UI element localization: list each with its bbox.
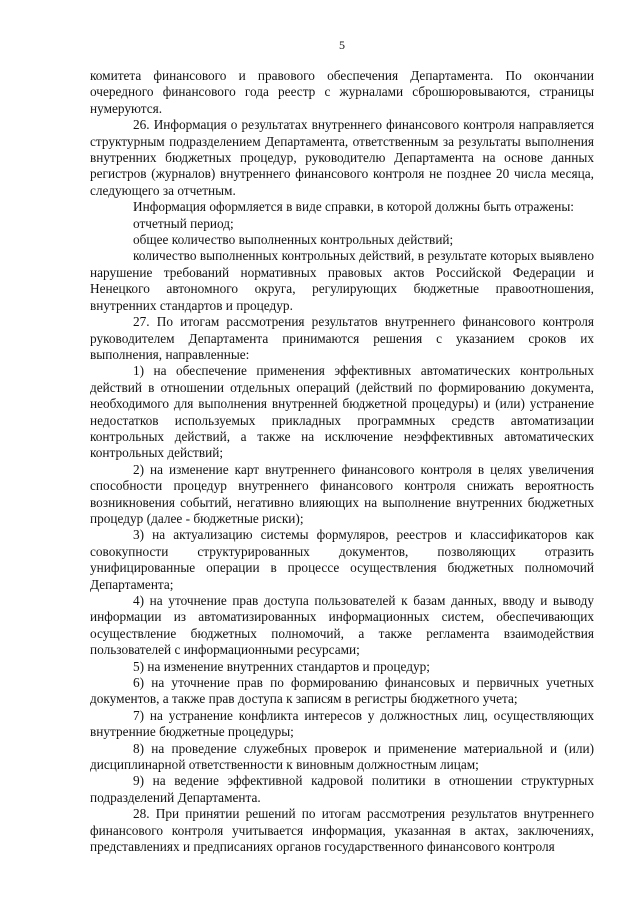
document-body xyxy=(90,68,594,856)
paragraph: отчетный период; xyxy=(133,215,234,231)
paragraph: 9) на ведение эффективной кадровой политики в отношении структурных подразделений Департамента. xyxy=(90,773,594,805)
paragraph: 2) на изменение карт внутреннего финансового контроля в целях увеличения способности процедур внутреннего финансового контроля снижать вероятность возникновения событий, негативно влияющих на выполнение внутренних бюджетных процедур (далее - бюджетные риски); xyxy=(90,461,594,526)
page-number: 5 xyxy=(339,38,345,52)
paragraph: 26. Информация о результатах внутреннего финансового контроля направляется структурным подразделением Департамента, ответственным за результаты выполнения внутренних бюджетных процедур, руководителю Департамента на основе данных регистров (журналов) внутреннего финансового контроля не позднее 20 числа месяца, следующего за отчетным. xyxy=(90,117,594,198)
paragraph: 7) на устранение конфликта интересов у должностных лиц, осуществляющих внутренние бюджетные процедуры; xyxy=(90,707,594,740)
paragraph: 5) на изменение внутренних стандартов и процедур; xyxy=(133,658,430,674)
paragraph: 28. При принятии решений по итогам рассмотрения результатов внутреннего финансового контроля учитывается информация, указанная в актах, заключениях, представлениях и предписаниях органов государственного финансового контроля xyxy=(90,806,594,855)
paragraph: Информация оформляется в виде справки, в которой должны быть отражены: xyxy=(133,199,574,215)
paragraph: 4) на уточнение прав доступа пользователей к базам данных, вводу и выводу информации из автоматизированных информационных систем, обеспечивающих осуществление бюджетных полномочий, а также регламента взаимодействия пользователей с информационными ресурсами; xyxy=(90,593,594,658)
paragraph: 1) на обеспечение применения эффективных автоматических контрольных действий в отношении отдельных операций (действий по формированию документа, необходимого для выполнения внутренней бюджетной процедуры) и (или) устранение недостатков используемых прикладных программных средств автоматизации контрольных действий, а также на исключение неэффективных автоматических контрольных действий; xyxy=(90,363,594,461)
paragraph: 6) на уточнение прав по формированию финансовых и первичных учетных документов, а также прав доступа к записям в регистры бюджетного учета; xyxy=(90,675,594,707)
paragraph: 27. По итогам рассмотрения результатов внутреннего финансового контроля руководителем Департамента принимаются решения с указанием сроков их выполнения, направленные: xyxy=(90,314,594,362)
paragraph: общее количество выполненных контрольных действий; xyxy=(133,232,454,248)
paragraph: комитета финансового и правового обеспечения Департамента. По окончании очередного финансового года реестр с журналами сброшюровываются, страницы нумеруются. xyxy=(90,68,594,116)
paragraph: 8) на проведение служебных проверок и применение материальной и (или) дисциплинарной ответственности к виновным должностным лицам; xyxy=(90,740,594,773)
paragraph: 3) на актуализацию системы формуляров, реестров и классификаторов как совокупности структурированных документов, позволяющих отразить унифицированные операции в процессе осуществления бюджетных полномочий Департамента; xyxy=(90,527,594,592)
paragraph: количество выполненных контрольных действий, в результате которых выявлено нарушение требований нормативных правовых актов Российской Федерации и Ненецкого автономного округа, регулирующих бюджетные правоотношения, внутренних стандартов и процедур. xyxy=(90,248,594,313)
